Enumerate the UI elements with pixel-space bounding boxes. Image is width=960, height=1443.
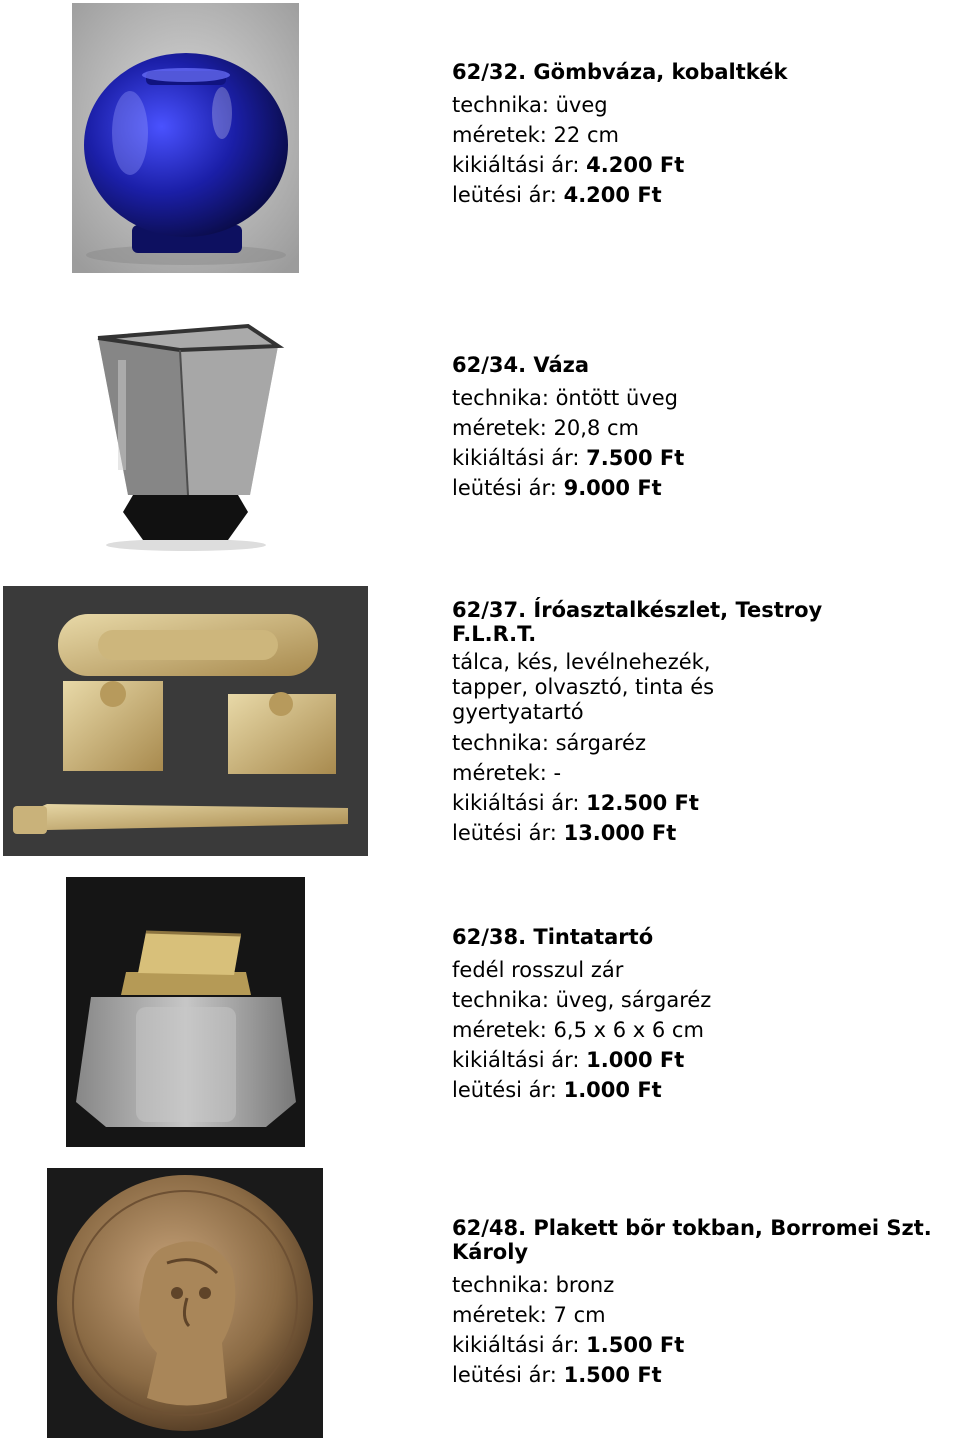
lot-title: 62/38. Tintatartó	[452, 925, 654, 949]
lot-title-line: F.L.R.T.	[452, 622, 537, 646]
technique-line: technika: üveg, sárgaréz	[452, 988, 712, 1012]
hammer-price-line: leütési ár: 9.000 Ft	[452, 476, 662, 500]
start-price-line: kikiáltási ár: 1.500 Ft	[452, 1333, 685, 1357]
lot-title	[452, 1216, 957, 1264]
hammer-price-line: leütési ár: 1.500 Ft	[452, 1363, 662, 1387]
lot-62-48	[452, 1216, 957, 1390]
lot-62-37	[452, 598, 957, 848]
bronze-plaque-photo	[47, 1168, 323, 1438]
start-price-line: kikiáltási ár: 4.200 Ft	[452, 153, 685, 177]
description-line: gyertyatartó	[452, 700, 584, 724]
lot-62-34	[452, 353, 957, 503]
lot-title-line: 62/48. Plakett bõr tokban, Borromei Szt.	[452, 1216, 932, 1240]
lot-62-38	[452, 925, 957, 1105]
lot-title: 62/32. Gömbváza, kobaltkék	[452, 60, 788, 84]
start-price-line: kikiáltási ár: 1.000 Ft	[452, 1048, 685, 1072]
start-price-line: kikiáltási ár: 7.500 Ft	[452, 446, 685, 470]
size-line: méretek: 7 cm	[452, 1303, 606, 1327]
hammer-price-line: leütési ár: 1.000 Ft	[452, 1078, 662, 1102]
hammer-price-line: leütési ár: 4.200 Ft	[452, 183, 662, 207]
size-line: méretek: 6,5 x 6 x 6 cm	[452, 1018, 704, 1042]
lot-title: 62/34. Váza	[452, 353, 590, 377]
start-price-line: kikiáltási ár: 12.500 Ft	[452, 791, 699, 815]
lot-title	[452, 598, 957, 646]
brass-desk-set-photo	[3, 586, 368, 856]
hammer-price-line: leütési ár: 13.000 Ft	[452, 821, 677, 845]
description-line: fedél rosszul zár	[452, 958, 624, 982]
technique-line: technika: öntött üveg	[452, 386, 678, 410]
size-line: méretek: 20,8 cm	[452, 416, 639, 440]
description-line: tapper, olvasztó, tinta és	[452, 675, 715, 699]
technique-line: technika: üveg	[452, 93, 608, 117]
lot-62-32	[452, 60, 957, 210]
glass-inkwell-photo	[66, 877, 305, 1147]
lot-title-line: 62/37. Íróasztalkészlet, Testroy	[452, 598, 823, 622]
lot-description	[452, 650, 957, 725]
technique-line: technika: sárgaréz	[452, 731, 646, 755]
size-line: méretek: -	[452, 761, 562, 785]
size-line: méretek: 22 cm	[452, 123, 619, 147]
lot-title-line: Károly	[452, 1240, 529, 1264]
description-line: tálca, kés, levélnehezék,	[452, 650, 711, 674]
smoked-glass-vase-photo	[78, 290, 293, 556]
technique-line: technika: bronz	[452, 1273, 615, 1297]
cobalt-vase-photo	[72, 3, 299, 273]
